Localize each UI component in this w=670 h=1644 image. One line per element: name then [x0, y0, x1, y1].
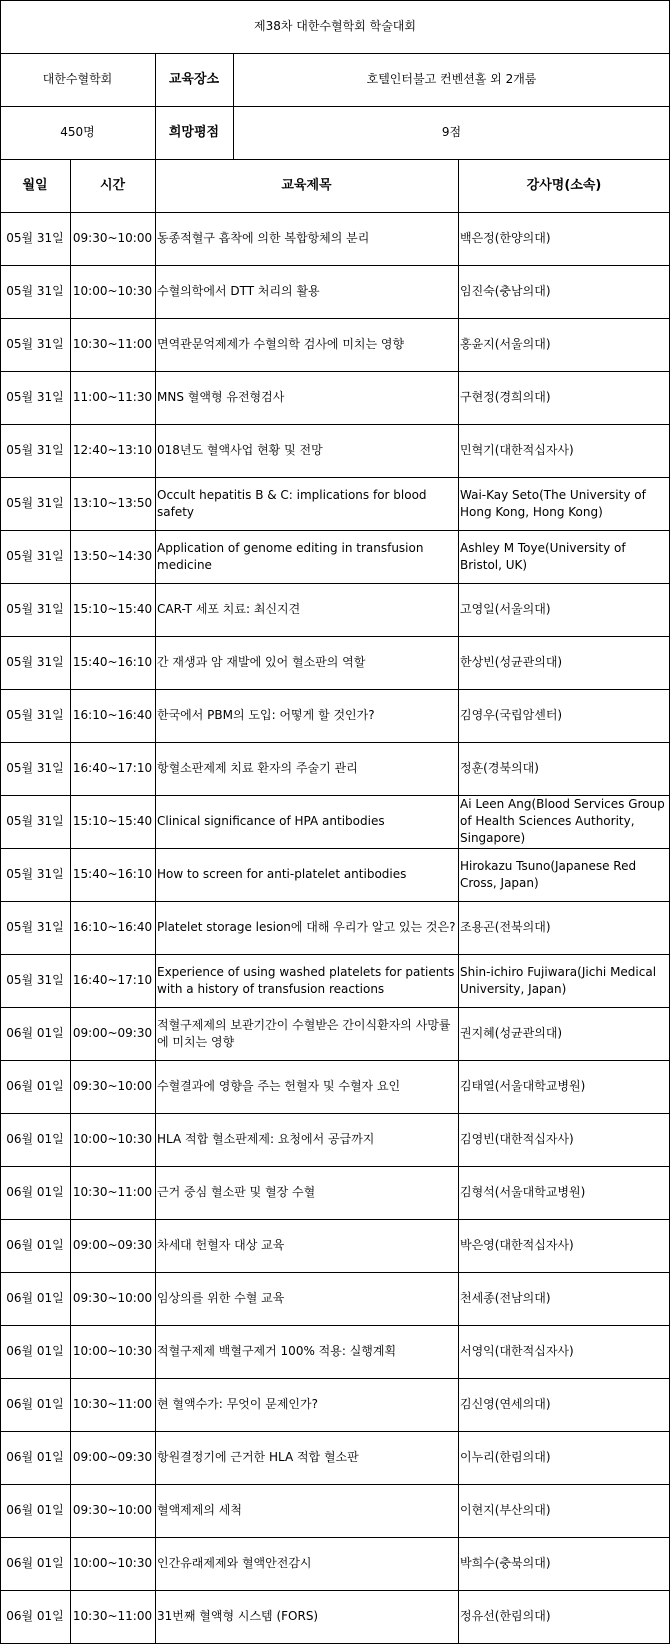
session-subject: 한국에서 PBM의 도입: 어떻게 할 것인가? — [157, 708, 375, 722]
column-header-subject: 교육제목 — [281, 178, 332, 193]
session-time: 09:30~10:00 — [72, 231, 153, 245]
grid-line — [0, 1484, 670, 1485]
session-time: 10:30~11:00 — [72, 1185, 153, 1199]
session-subject: 적혈구제제 백혈구제거 100% 적용: 실행계획 — [157, 1344, 397, 1358]
points-value: 9점 — [441, 125, 462, 139]
session-date: 05월 31일 — [6, 867, 64, 881]
session-date: 06월 01일 — [6, 1291, 64, 1305]
session-subject: Platelet storage lesion에 대해 우리가 알고 있는 것은? — [157, 920, 456, 934]
table-row — [0, 583, 670, 636]
session-time: 13:10~13:50 — [72, 496, 153, 510]
table-row — [0, 636, 670, 689]
grid-line — [0, 901, 670, 902]
session-date: 05월 31일 — [6, 920, 64, 934]
table-row — [0, 795, 670, 848]
session-subject: Experience of using washed platelets for patients with a history of transfusion reactions — [157, 964, 455, 996]
grid-line — [0, 1272, 670, 1273]
table-row — [0, 424, 670, 477]
session-time: 16:10~16:40 — [72, 708, 153, 722]
session-subject: 근거 중심 혈소판 및 혈장 수혈 — [157, 1185, 316, 1199]
column-header-row — [0, 159, 670, 212]
table-row — [0, 1007, 670, 1060]
table-row — [0, 265, 670, 318]
points-label: 희망평점 — [168, 125, 220, 140]
session-speaker: 김신영(연세의대) — [460, 1397, 551, 1411]
session-date: 05월 31일 — [6, 973, 64, 987]
session-date: 06월 01일 — [6, 1185, 64, 1199]
grid-line — [0, 1007, 670, 1008]
session-date: 06월 01일 — [6, 1238, 64, 1252]
column-header-time: 시간 — [99, 178, 126, 193]
session-time: 15:10~15:40 — [72, 814, 153, 828]
session-date: 05월 31일 — [6, 443, 64, 457]
venue-row — [0, 53, 670, 106]
session-subject: 임상의를 위한 수혈 교육 — [157, 1291, 285, 1305]
session-time: 10:00~10:30 — [72, 1132, 153, 1146]
session-speaker: Ashley M Toye(University of Bristol, UK) — [460, 540, 626, 572]
grid-line — [0, 583, 670, 584]
grid-line — [0, 1325, 670, 1326]
grid-line — [0, 795, 670, 796]
venue-value: 호텔인터불고 컨벤션홀 외 2개룸 — [366, 72, 537, 86]
table-row — [0, 530, 670, 583]
session-speaker: 김형석(서울대학교병원) — [460, 1185, 586, 1199]
grid-line — [0, 1537, 670, 1538]
session-date: 05월 31일 — [6, 284, 64, 298]
grid-line — [0, 53, 670, 54]
session-speaker: 한상빈(성균관의대) — [460, 655, 563, 669]
session-date: 06월 01일 — [6, 1556, 64, 1570]
session-speaker: 김영빈(대한적십자사) — [460, 1132, 574, 1146]
session-time: 10:00~10:30 — [72, 1344, 153, 1358]
grid-line — [0, 1590, 670, 1591]
session-speaker: 천세종(전남의대) — [460, 1291, 551, 1305]
session-subject: CAR-T 세포 치료: 최신지견 — [157, 602, 301, 616]
grid-line — [0, 106, 670, 107]
session-speaker: 백은정(한양의대) — [460, 231, 551, 245]
table-row — [0, 1060, 670, 1113]
title-row — [0, 0, 670, 53]
session-speaker: 정훈(경북의대) — [460, 761, 539, 775]
session-date: 06월 01일 — [6, 1344, 64, 1358]
grid-line — [0, 742, 670, 743]
grid-line — [155, 159, 156, 1643]
table-row — [0, 1272, 670, 1325]
session-time: 16:40~17:10 — [72, 973, 153, 987]
grid-line — [0, 530, 670, 531]
session-speaker: Ai Leen Ang(Blood Services Group of Health Sciences Authority, Singapore) — [460, 797, 665, 845]
session-speaker: 김태열(서울대학교병원) — [460, 1079, 586, 1093]
grid-line — [0, 1113, 670, 1114]
session-time: 10:00~10:30 — [72, 284, 153, 298]
session-time: 12:40~13:10 — [72, 443, 153, 457]
session-speaker: 고영일(서울의대) — [460, 602, 551, 616]
session-time: 15:40~16:10 — [72, 867, 153, 881]
session-time: 09:00~09:30 — [72, 1026, 153, 1040]
grid-line — [155, 53, 156, 159]
table-row — [0, 954, 670, 1007]
grid-line — [0, 0, 670, 1]
grid-line — [0, 848, 670, 849]
grid-line — [0, 477, 670, 478]
table-row — [0, 318, 670, 371]
session-speaker: Shin-ichiro Fujiwara(Jichi Medical University, Japan) — [460, 964, 657, 996]
session-subject: 018년도 혈액사업 현황 및 전망 — [157, 443, 323, 457]
organizer: 대한수혈학회 — [42, 72, 113, 86]
session-date: 06월 01일 — [6, 1450, 64, 1464]
session-subject: Clinical significance of HPA antibodies — [157, 814, 385, 828]
session-subject: 면역관문억제제가 수혈의학 검사에 미치는 영향 — [157, 337, 405, 351]
session-date: 05월 31일 — [6, 496, 64, 510]
grid-line — [0, 265, 670, 266]
grid-line — [458, 159, 459, 1643]
grid-line — [0, 159, 670, 160]
table-row — [0, 1166, 670, 1219]
event-title: 제38차 대한수혈학회 학술대회 — [253, 19, 416, 33]
grid-line — [0, 954, 670, 955]
session-speaker: 김영우(국립암센터) — [460, 708, 563, 722]
grid-line — [0, 1219, 670, 1220]
venue-label: 교육장소 — [168, 72, 220, 87]
session-speaker: Wai-Kay Seto(The University of Hong Kong, Hong Kong) — [460, 487, 646, 519]
grid-line — [70, 159, 71, 1643]
table-row — [0, 1431, 670, 1484]
session-subject: Application of genome editing in transfusion medicine — [157, 540, 424, 572]
session-subject: MNS 혈액형 유전형검사 — [157, 390, 285, 404]
attendee-count: 450명 — [60, 125, 95, 139]
session-time: 10:00~10:30 — [72, 1556, 153, 1570]
grid-line — [0, 212, 670, 213]
session-date: 06월 01일 — [6, 1609, 64, 1623]
session-subject: 현 혈액수가: 무엇이 문제인가? — [157, 1397, 318, 1411]
session-time: 15:40~16:10 — [72, 655, 153, 669]
session-subject: 동종적혈구 흡착에 의한 복합항체의 분리 — [157, 231, 370, 245]
session-date: 05월 31일 — [6, 602, 64, 616]
session-date: 05월 31일 — [6, 655, 64, 669]
session-date: 05월 31일 — [6, 390, 64, 404]
table-row — [0, 1113, 670, 1166]
session-date: 05월 31일 — [6, 761, 64, 775]
session-subject: 혈액제제의 세척 — [157, 1503, 242, 1517]
session-subject: 차세대 헌혈자 대상 교육 — [157, 1238, 285, 1252]
session-speaker: 권지혜(성균관의대) — [460, 1026, 563, 1040]
session-time: 10:30~11:00 — [72, 1609, 153, 1623]
session-time: 11:00~11:30 — [72, 390, 153, 404]
session-speaker: 민혁기(대한적십자사) — [460, 443, 574, 457]
session-speaker: 구현정(경희의대) — [460, 390, 551, 404]
session-speaker: 홍윤지(서울의대) — [460, 337, 551, 351]
table-row — [0, 1484, 670, 1537]
session-speaker: 서영익(대한적십자사) — [460, 1344, 574, 1358]
session-date: 06월 01일 — [6, 1026, 64, 1040]
table-row — [0, 1219, 670, 1272]
session-time: 16:10~16:40 — [72, 920, 153, 934]
session-subject: 항원결정기에 근거한 HLA 적합 혈소판 — [157, 1450, 359, 1464]
table-row — [0, 848, 670, 901]
session-subject: HLA 적합 혈소판제제: 요청에서 공급까지 — [157, 1132, 375, 1146]
session-time: 10:30~11:00 — [72, 337, 153, 351]
grid-line — [0, 1378, 670, 1379]
grid-line — [0, 0, 1, 1644]
table-row — [0, 901, 670, 954]
table-row — [0, 1325, 670, 1378]
session-subject: 간 재생과 암 재발에 있어 혈소판의 역할 — [157, 655, 366, 669]
grid-line — [0, 1060, 670, 1061]
session-date: 06월 01일 — [6, 1397, 64, 1411]
points-row — [0, 106, 670, 159]
session-subject: 항혈소판제제 치료 환자의 주술기 관리 — [157, 761, 358, 775]
session-subject: Occult hepatitis B & C: implications for blood safety — [157, 487, 427, 519]
session-subject: 수혈의학에서 DTT 처리의 활용 — [157, 284, 320, 298]
table-row — [0, 1590, 670, 1643]
session-time: 09:00~09:30 — [72, 1450, 153, 1464]
session-speaker: 이누리(한림의대) — [460, 1450, 551, 1464]
session-time: 09:30~10:00 — [72, 1503, 153, 1517]
grid-line — [233, 53, 234, 159]
table-row — [0, 742, 670, 795]
session-speaker: 정유선(한림의대) — [460, 1609, 551, 1623]
session-time: 10:30~11:00 — [72, 1397, 153, 1411]
grid-line — [0, 689, 670, 690]
grid-line — [0, 371, 670, 372]
grid-line — [0, 424, 670, 425]
session-date: 05월 31일 — [6, 231, 64, 245]
session-subject: 인간유래제제와 혈액안전감시 — [157, 1556, 312, 1570]
table-row — [0, 689, 670, 742]
session-speaker: Hirokazu Tsuno(Japanese Red Cross, Japan) — [460, 858, 637, 890]
session-subject: 수혈결과에 영향을 주는 헌혈자 및 수혈자 요인 — [157, 1079, 401, 1093]
session-speaker: 조용곤(전북의대) — [460, 920, 551, 934]
session-date: 05월 31일 — [6, 708, 64, 722]
grid-line — [0, 636, 670, 637]
session-time: 09:00~09:30 — [72, 1238, 153, 1252]
session-date: 06월 01일 — [6, 1132, 64, 1146]
session-date: 05월 31일 — [6, 814, 64, 828]
grid-line — [0, 1431, 670, 1432]
session-date: 05월 31일 — [6, 549, 64, 563]
column-header-date: 월일 — [22, 178, 48, 193]
session-subject: 적혈구제제의 보관기간이 수혈받은 간이식환자의 사망률에 미치는 영향 — [157, 1017, 451, 1049]
session-speaker: 임진숙(충남의대) — [460, 284, 551, 298]
session-date: 06월 01일 — [6, 1079, 64, 1093]
session-time: 09:30~10:00 — [72, 1291, 153, 1305]
table-row — [0, 1537, 670, 1590]
table-row — [0, 477, 670, 530]
session-time: 15:10~15:40 — [72, 602, 153, 616]
table-row — [0, 1378, 670, 1431]
session-date: 06월 01일 — [6, 1503, 64, 1517]
session-time: 13:50~14:30 — [72, 549, 153, 563]
session-time: 09:30~10:00 — [72, 1079, 153, 1093]
session-date: 05월 31일 — [6, 337, 64, 351]
table-row — [0, 212, 670, 265]
table-row — [0, 371, 670, 424]
session-subject: 31번째 혈액형 시스템 (FORS) — [157, 1609, 319, 1623]
session-time: 16:40~17:10 — [72, 761, 153, 775]
grid-line — [0, 1166, 670, 1167]
grid-line — [0, 318, 670, 319]
session-subject: How to screen for anti-platelet antibodies — [157, 867, 407, 881]
session-speaker: 박은영(대한적십자사) — [460, 1238, 574, 1252]
column-header-speaker: 강사명(소속) — [526, 178, 602, 193]
session-speaker: 이현지(부산의대) — [460, 1503, 551, 1517]
session-speaker: 박희수(충북의대) — [460, 1556, 551, 1570]
